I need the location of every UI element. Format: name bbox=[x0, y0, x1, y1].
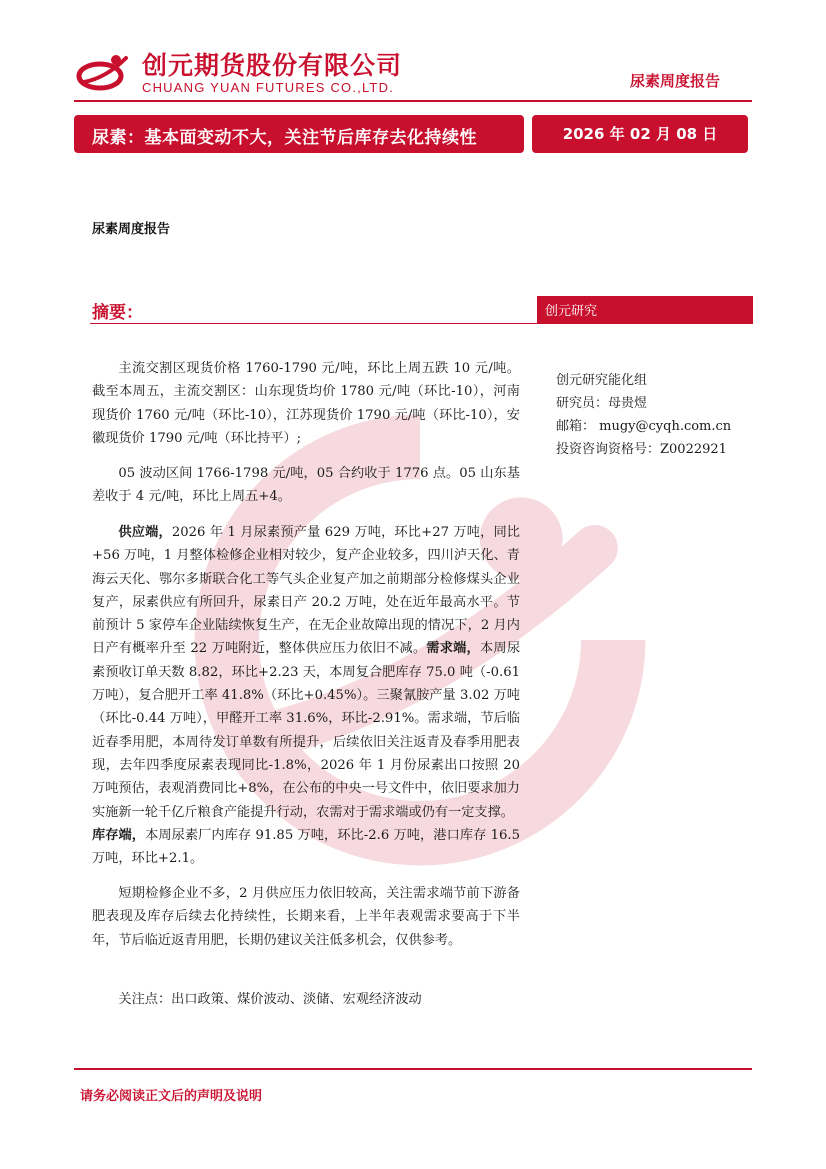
license-number: 投资咨询资格号：Z0022921 bbox=[556, 442, 727, 457]
abstract-paragraph bbox=[92, 988, 520, 1011]
abstract-divider bbox=[90, 323, 537, 324]
header-report-label: 尿素周度报告 bbox=[630, 72, 721, 90]
abstract-paragraph bbox=[92, 462, 520, 509]
spot-price-paragraph: 主流交割区现货价格 1760-1790 元/吨，环比上周五跌 10 元/吨。截至本周五，主流交割区：山东现货均价 1780 元/吨（环比-10），河南现货价 1760 元/吨（环比-10），江苏现货价 1790 元/吨（环比-10），安徽现货价 1790 元/吨（环比持平）; bbox=[92, 361, 520, 446]
supply-text: 2026 年 1 月尿素预产量 629 万吨，环比+27 万吨，同比+56 万吨，1 月整体检修企业相对较少，复产企业较多，四川泸天化、青海云天化、鄂尔多斯联合化工等气头企业复产加之前期部分检修煤头企业复产，尿素供应有所回升，尿素日产 20.2 万吨，处在近年最高水平。节前预计 5 家停车企业陆续恢复生产，在无企业故障出现的情况下，2 月内日产有概率升至 22 万吨附近，整体供应压力依旧不减。 bbox=[92, 525, 520, 657]
report-title: 尿素：基本面变动不大，关注节后库存去化持续性 bbox=[92, 128, 477, 148]
abstract-paragraph bbox=[92, 357, 520, 450]
company-name-cn: 创元期货股份有限公司 bbox=[142, 51, 403, 80]
footer-divider bbox=[74, 1068, 752, 1070]
inventory-label: 库存端， bbox=[92, 827, 146, 843]
researcher-email: 邮箱： mugy@cyqh.com.cn bbox=[556, 419, 732, 434]
sidebar-title: 创元研究 bbox=[545, 304, 598, 319]
demand-text: 本周尿素预收订单天数 8.82，环比+2.23 天，本周复合肥库存 75.0 吨（-0.61 万吨），复合肥开工率 41.8%（环比+0.45%）。三聚氰胺产量 3.02 万吨（环比-0.44 万吨），甲醛开工率 31.6%，环比-2.91%。需求端，节后临近春季用肥，本周待发订单数有所提升，后续依旧关注返青及春季用肥表现，去年四季度尿素表现同比-1.8%，2026 年 1 月份尿素出口按照 20 万吨预估，表观消费同比+8%，在公布的中央一号文件中，依旧要求加力实施新一轮千亿斤粮食产能提升行动，农需对于需求端或仍有一定支撑。 bbox=[92, 641, 521, 820]
fundamentals-paragraph bbox=[92, 521, 520, 870]
abstract-paragraph bbox=[92, 882, 520, 952]
header-divider bbox=[74, 100, 752, 102]
footer-disclaimer-link[interactable]: 请务必阅读正文后的声明及说明 bbox=[80, 1089, 263, 1104]
company-logo-icon bbox=[76, 48, 134, 92]
supply-label: 供应端， bbox=[118, 525, 172, 540]
inventory-text: 本周尿素厂内库存 91.85 万吨，环比-2.6 万吨，港口库存 16.5 万吨，环比+2.1。 bbox=[92, 827, 520, 867]
outlook-paragraph: 短期检修企业不多，2 月供应压力依旧较高，关注需求端节前下游备肥表现及库存后续去化持续性，长期来看，上半年表观需求要高于下半年，节后临近返青用肥，长期仍建议关注低多机会，仅供参考。 bbox=[92, 886, 520, 948]
demand-label: 需求端， bbox=[426, 641, 480, 657]
research-group: 创元研究能化组 bbox=[556, 373, 648, 388]
abstract-heading: 摘要： bbox=[92, 303, 143, 323]
focus-points-paragraph: 关注点：出口政策、煤价波动、淡储、宏观经济波动 bbox=[118, 992, 422, 1007]
researcher-name: 研究员：母贵煜 bbox=[556, 396, 648, 411]
report-date: 2026 年 02 月 08 日 bbox=[562, 125, 718, 143]
futures-paragraph: 05 波动区间 1766-1798 元/吨，05 合约收于 1776 点。05 山东基差收于 4 元/吨，环比上周五+4。 bbox=[92, 466, 520, 505]
report-type-label: 尿素周度报告 bbox=[92, 222, 171, 237]
company-name-en: CHUANG YUAN FUTURES CO.,LTD. bbox=[142, 80, 394, 95]
